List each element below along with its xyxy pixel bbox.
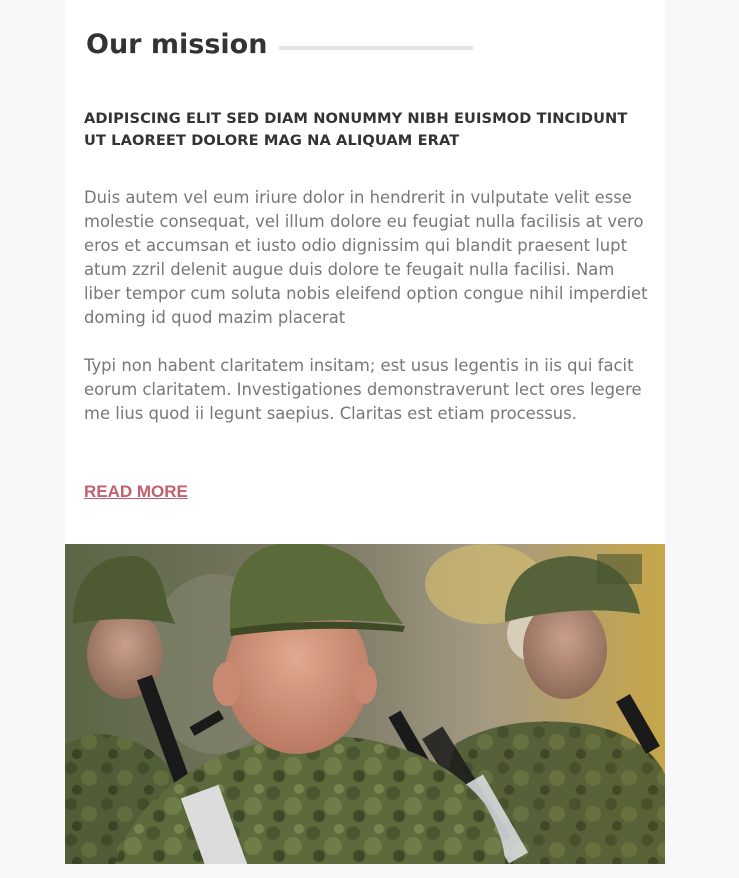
read-more-link[interactable]: READ MORE xyxy=(84,482,188,501)
mission-subheading: ADIPISCING ELIT SED DIAM NONUMMY NIBH EUISMOD TINCIDUNT UT LAOREET DOLORE MAG NA ALIQUAM ERAT xyxy=(84,110,628,149)
mission-paragraph-2: Typi non habent claritatem insitam; est usus legentis in iis qui facit eorum claritatem. Investigationes demonstraverunt lect ores legere me lius quod ii legunt saepius. Claritas est etiam processus. xyxy=(84,356,642,423)
section-heading xyxy=(86,28,473,62)
mission-paragraph-1: Duis autem vel eum iriure dolor in hendrerit in vulputate velit esse molestie consequat, vel illum dolore eu feugiat nulla facilisis at vero eros et accumsan et iusto odio dignissim qui blandit praesent lupt atum zzril delenit augue duis dolore te feugait nulla facilisi. Nam liber tempor cum soluta nobis eleifend option congue nihil imperdiet doming id quod mazim placerat xyxy=(84,188,648,327)
mission-card xyxy=(65,0,665,544)
section-title: Our mission xyxy=(86,29,268,60)
soldiers-photo xyxy=(65,544,665,864)
title-divider xyxy=(279,46,473,50)
soldiers-image xyxy=(65,544,665,864)
